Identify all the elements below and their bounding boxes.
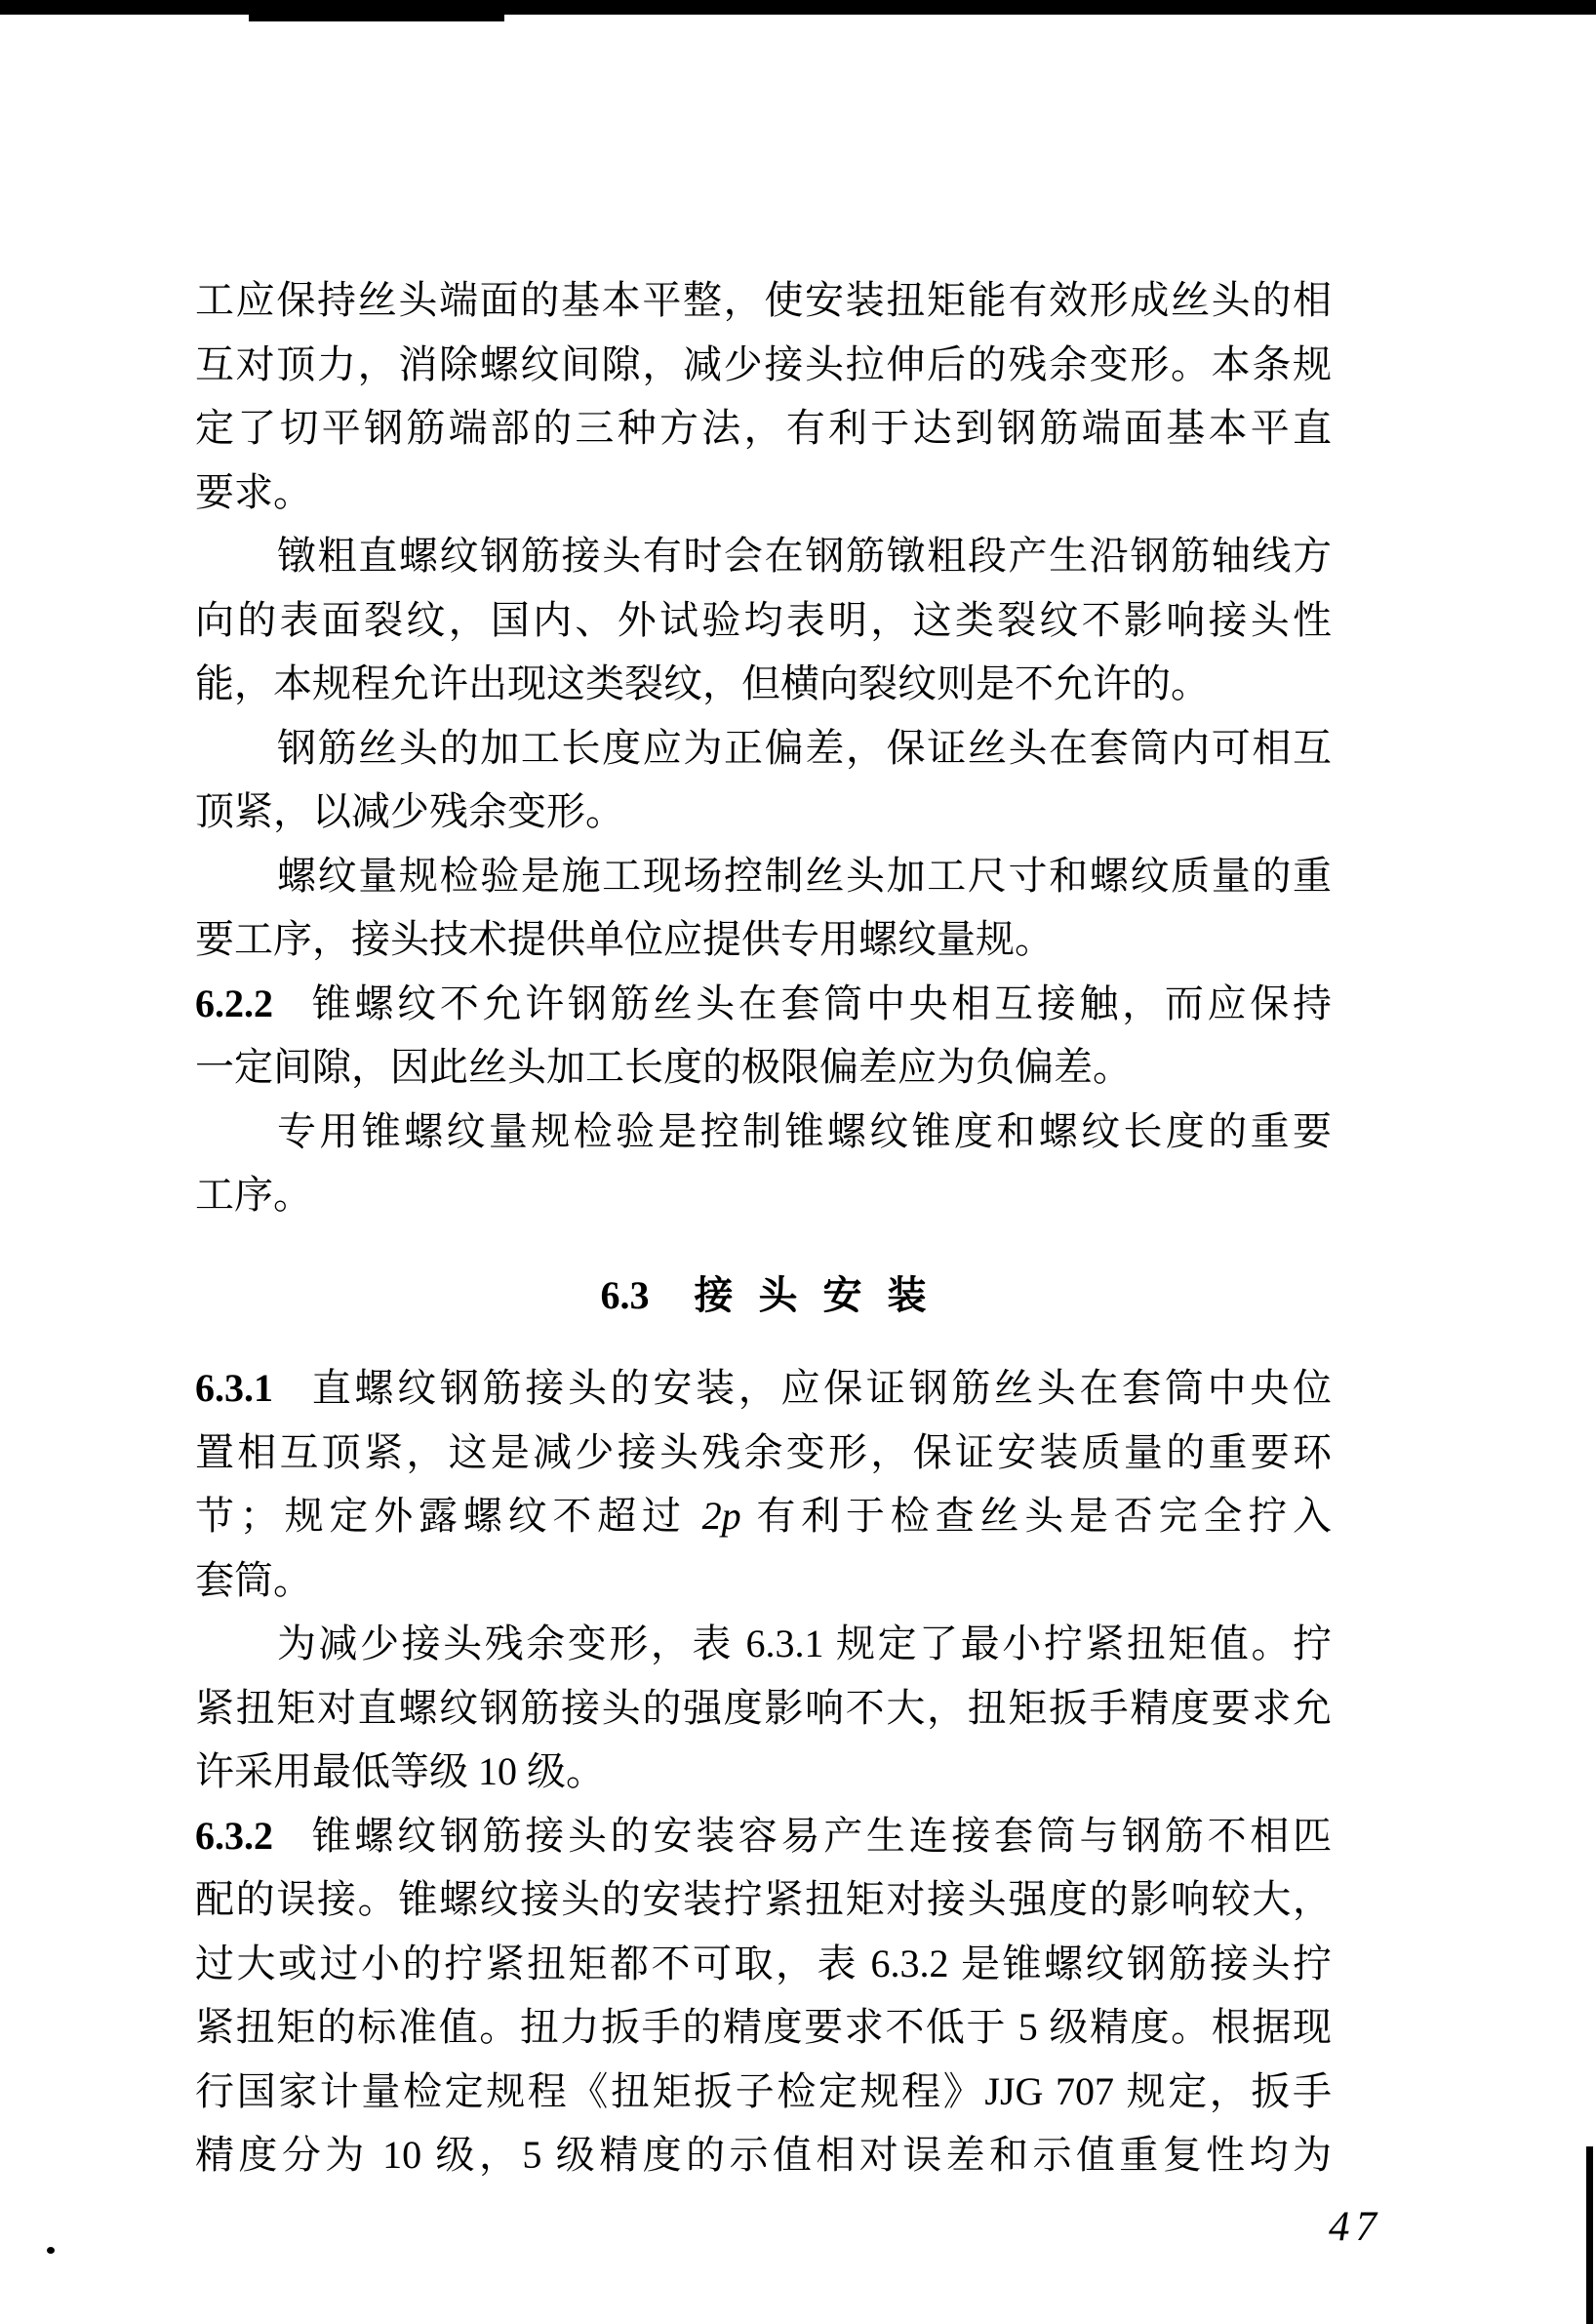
para1-line4: 要求。 — [195, 469, 312, 514]
clause-6-3-1-line2: 置相互顶紧，这是减少接头残余变形，保证安装质量的重要环 — [195, 1429, 1332, 1474]
scan-top-edge — [0, 0, 1596, 15]
para6-line1: 为减少接头残余变形，表 6.3.1 规定了最小拧紧扭矩值。拧 — [277, 1622, 1332, 1665]
para1-line1: 工应保持丝头端面的基本平整，使安装扭矩能有效形成丝头的相 — [195, 278, 1332, 322]
clause-6-3-2-line5: 行国家计量检定规程《扭矩扳子检定规程》JJG 707 规定，扳手 — [195, 2068, 1332, 2113]
page-number: 47 — [1329, 2204, 1382, 2250]
section-heading-6-3 — [195, 1263, 1332, 1328]
para6-line3: 许采用最低等级 10 级。 — [195, 1749, 605, 1793]
clause-6-3-2-line2: 配的误接。锥螺纹接头的安装拧紧扭矩对接头强度的影响较大， — [195, 1877, 1332, 1921]
clause-6-3-2-line6: 精度分为 10 级，5 级精度的示值相对误差和示值重复性均为 — [195, 2133, 1332, 2177]
para2-line2: 向的表面裂纹，国内、外试验均表明，这类裂纹不影响接头性 — [195, 597, 1332, 642]
scan-top-edge-thick-segment — [249, 13, 504, 21]
para5-line2: 工序。 — [195, 1173, 312, 1217]
scan-speck — [47, 2247, 55, 2254]
para1-line2: 互对顶力，消除螺纹间隙，减少接头拉伸后的残余变形。本条规 — [195, 341, 1332, 386]
para6-line2: 紧扭矩对直螺纹钢筋接头的强度影响不大，扭矩扳手精度要求允 — [195, 1685, 1332, 1730]
body-text — [195, 268, 1332, 2187]
variable-2p: 2p — [701, 1494, 741, 1538]
clause-6-2-2-line1 — [195, 972, 1332, 1036]
para5-line1: 专用锥螺纹量规检验是控制锥螺纹锥度和螺纹长度的重要 — [277, 1108, 1332, 1153]
clause-text: 有利于检查丝头是否完全拧入 — [740, 1494, 1333, 1538]
para3-line1: 钢筋丝头的加工长度应为正偏差，保证丝头在套筒内可相互 — [277, 725, 1332, 770]
clause-text: 锥螺纹钢筋接头的安装容易产生连接套筒与钢筋不相匹 — [308, 1813, 1332, 1858]
clause-6-3-2-line1 — [195, 1804, 1332, 1868]
clause-6-3-1-line3 — [195, 1484, 1332, 1548]
clause-number: 6.3.2 — [195, 1813, 273, 1858]
clause-6-3-1-line1 — [195, 1356, 1332, 1421]
clause-number: 6.2.2 — [195, 981, 273, 1025]
section-number: 6.3 — [600, 1272, 650, 1317]
para4-line1: 螺纹量规检验是施工现场控制丝头加工尺寸和螺纹质量的重 — [277, 853, 1332, 898]
clause-number: 6.3.1 — [195, 1366, 273, 1410]
section-title: 接 头 安 装 — [694, 1272, 927, 1317]
clause-6-3-2-line4: 紧扭矩的标准值。扭力扳手的精度要求不低于 5 级精度。根据现 — [195, 2005, 1332, 2049]
clause-text: 直螺纹钢筋接头的安装，应保证钢筋丝头在套筒中央位 — [308, 1366, 1332, 1410]
clause-text: 节；规定外露螺纹不超过 — [195, 1494, 702, 1538]
para3-line2: 顶紧，以减少残余变形。 — [195, 789, 624, 833]
para4-line2: 要工序，接头技术提供单位应提供专用螺纹量规。 — [195, 917, 1054, 961]
para2-line1: 镦粗直螺纹钢筋接头有时会在钢筋镦粗段产生沿钢筋轴线方 — [277, 534, 1332, 578]
para2-line3: 能，本规程允许出现这类裂纹，但横向裂纹则是不允许的。 — [195, 661, 1210, 705]
clause-6-3-1-line4: 套筒。 — [195, 1557, 312, 1602]
clause-6-2-2-line2: 一定间隙，因此丝头加工长度的极限偏差应为负偏差。 — [195, 1045, 1132, 1089]
clause-6-3-2-line3: 过大或过小的拧紧扭矩都不可取，表 6.3.2 是锥螺纹钢筋接头拧 — [195, 1941, 1332, 1985]
para1-line3: 定了切平钢筋端部的三种方法，有利于达到钢筋端面基本平直 — [195, 406, 1332, 450]
clause-text: 锥螺纹不允许钢筋丝头在套筒中央相互接触，而应保持 — [308, 981, 1332, 1025]
scan-right-edge-line — [1586, 2146, 1593, 2324]
